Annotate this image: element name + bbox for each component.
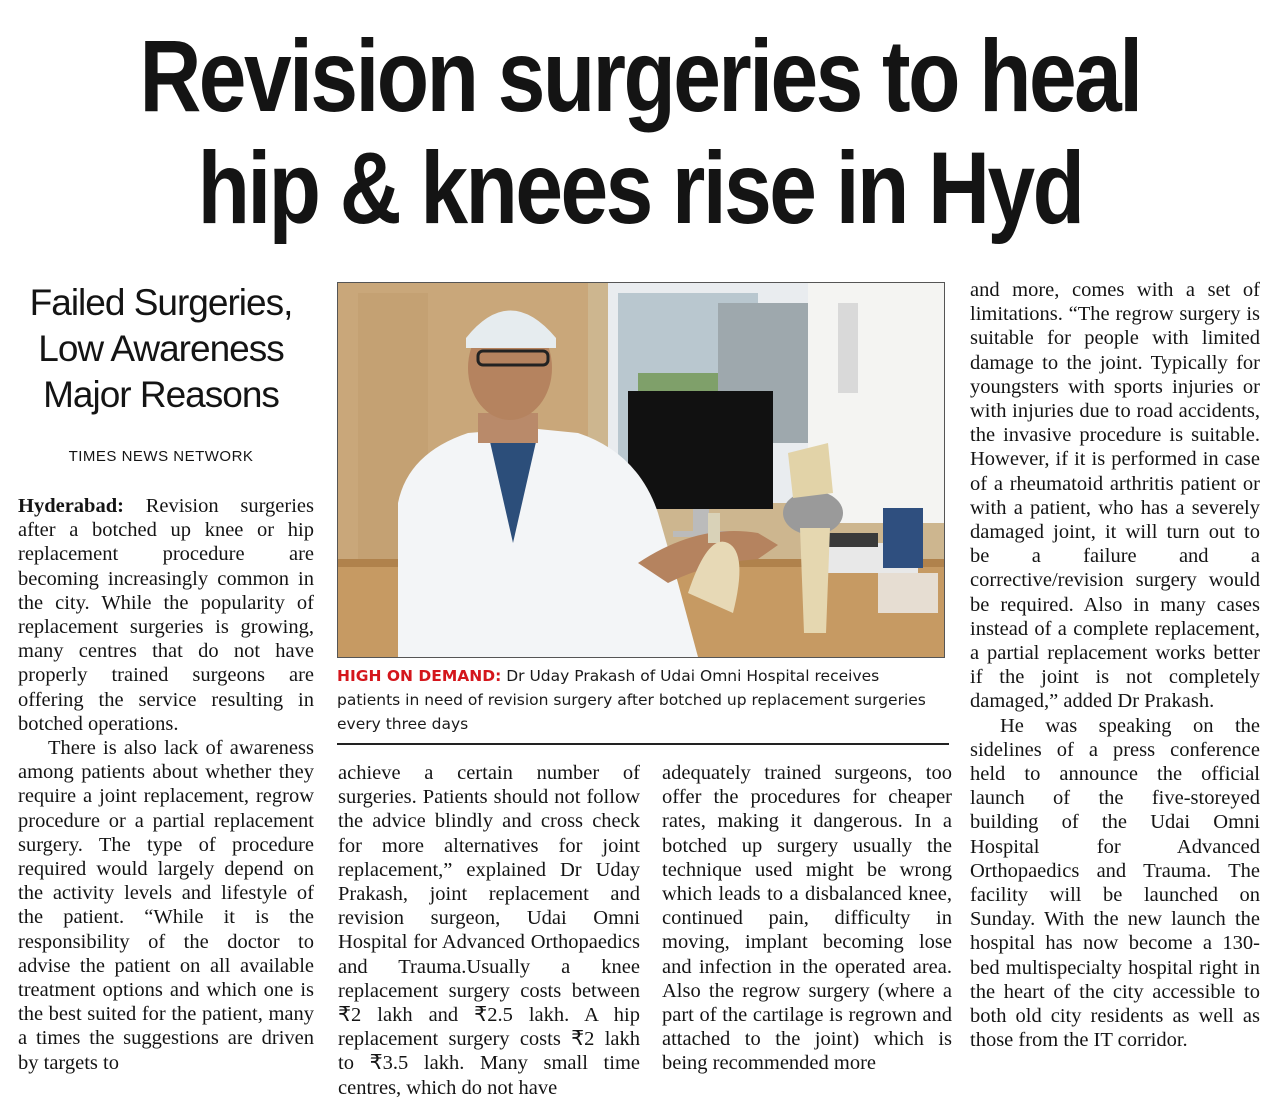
caption-divider <box>337 743 949 745</box>
headline <box>102 20 1177 244</box>
photo-illustration <box>338 283 944 657</box>
subheadline-line-2: Low Awareness <box>38 328 284 369</box>
article-column-4 <box>970 278 1260 1053</box>
article-paragraph-6: He was speaking on the sidelines of a press conference held to announce the official launch of the five-storeyed building of the Udai Omni Hospital for Advanced Orthopaedics and Trauma. The facility will be launched on Sunday. With the new launch the hospital has now become a 130-bed multispecialty hospital right in the heart of the city accessible to both old city residents as well as those from the IT corridor. <box>970 714 1260 1052</box>
article-paragraph-5: and more, comes with a set of limitations. “The regrow surgery is suitable for people with limited damage to the joint. Typically for youngsters with sports injuries or with injuries due to road accidents, the invasive procedure is suitable. However, if it is performed in case of a rheumatoid arthritis patient or with a patient, who has a severely damaged joint, it will turn out to be a failure and a corrective/revision surgery would be required. Also in many cases instead of a complete replacement, a partial replacement works better if the joint is not completely damaged,” added Dr Prakash. <box>970 279 1260 713</box>
photo-caption <box>337 664 943 736</box>
headline-line-1: Revision surgeries to heal <box>139 19 1141 133</box>
byline: TIMES NEWS NETWORK <box>68 448 254 465</box>
article-column-3 <box>662 761 952 1076</box>
article-column-1 <box>18 494 314 1075</box>
dateline: Hyderabad: <box>18 495 124 517</box>
subheadline-line-3: Major Reasons <box>43 374 279 415</box>
article-paragraph-4: adequately trained surgeons, too offer the procedures for cheaper rates, making it dangerous. In a botched up surgery usually the technique used might be wrong which leads to a disbalanced knee, continued pain, difficulty in moving, implant becoming lose and infection in the operated area. Also the regrow surgery (where a part of the cartilage is regrown and attached to the joint) which is being recommended more <box>662 762 952 1075</box>
headline-line-2: hip & knees rise in Hyd <box>197 131 1083 245</box>
caption-lead: HIGH ON DEMAND: <box>337 667 502 685</box>
article-column-2 <box>338 761 640 1100</box>
subheadline <box>8 280 314 418</box>
article-paragraph-2: There is also lack of awareness among patients about whether they require a joint replacement, regrow procedure or a partial replacement surgery. The type of procedure required would largely depend on the activity levels and lifestyle of the patient. “While it is the responsibility of the doctor to advise the patient on all available treatment options and which one is the best suited for the patient, many a times the suggestions are driven by targets to <box>18 737 314 1074</box>
caption-text: Dr Uday Prakash of Udai Omni Hospital receives patients in need of revision surgery after botched up replacement surgeries every three days <box>337 667 926 733</box>
subheadline-line-1: Failed Surgeries, <box>29 282 293 323</box>
news-photo <box>337 282 945 658</box>
article-paragraph-1 <box>18 494 314 736</box>
paragraph-1-text: Revision surgeries after a botched up knee or hip replacement procedure are becoming increasingly common in the city. While the popularity of replacement surgeries is growing, many centres that do not have properly trained surgeons are offering the service resulting in botched operations. <box>18 495 314 735</box>
article-paragraph-3: achieve a certain number of surgeries. Patients should not follow the advice blindly and cross check for more alternatives for joint replacement,” explained Dr Uday Prakash, joint replacement and revision surgeon, Udai Omni Hospital for Advanced Orthopaedics and Trauma.Usually a knee replacement surgery costs between ₹2 lakh and ₹2.5 lakh. A hip replacement surgery costs ₹2 lakh to ₹3.5 lakh. Many small time centres, which do not have <box>338 762 640 1099</box>
